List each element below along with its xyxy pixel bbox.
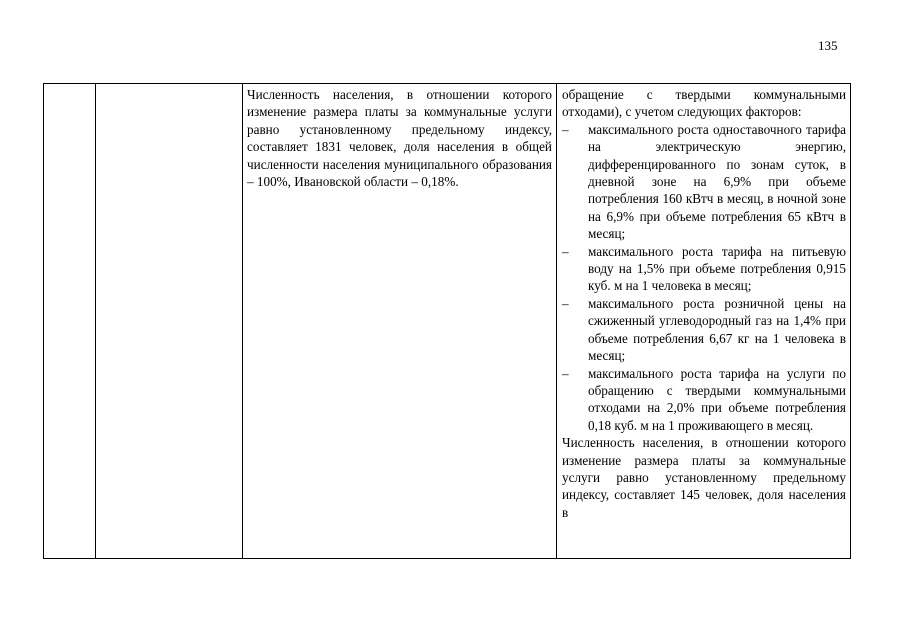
dash-bullet: – bbox=[562, 365, 569, 381]
table-cell-factors bbox=[557, 84, 851, 559]
cell-municipality-text bbox=[96, 84, 242, 86]
table-row bbox=[44, 84, 851, 559]
closing-paragraph: Численность населения, в отношении которого изменение размера платы за коммунальные услуги равно установленному предельному индексу, составляет 145 человек, доля населения в bbox=[562, 435, 846, 520]
dash-bullet: – bbox=[562, 243, 569, 259]
factors-block bbox=[557, 84, 850, 521]
cell-number-text bbox=[44, 84, 95, 86]
dash-bullet: – bbox=[562, 121, 569, 137]
list-item bbox=[562, 295, 846, 365]
factor-text: максимального роста тарифа на услуги по обращению с твердыми коммунальными отходами на 2,0% при объеме потребления 0,18 куб. м на 1 проживающего в месяц. bbox=[588, 365, 846, 433]
population-info-text: Численность населения, в отношении которого изменение размера платы за коммунальные услуги равно установленному предельному индексу, составляет 1831 человек, доля населения в общей численности населения муниципального образования – 100%, Ивановской области – 0,18%. bbox=[247, 87, 552, 190]
table-cell-number bbox=[44, 84, 96, 559]
list-item bbox=[562, 365, 846, 435]
page-number: 135 bbox=[818, 38, 838, 53]
table-cell-municipality bbox=[96, 84, 243, 559]
table-cell-population-info bbox=[243, 84, 557, 559]
factor-text: максимального роста розничной цены на сжиженный углеводородный газ на 1,4% при объеме потребления 6,67 кг на 1 человека в месяц; bbox=[588, 295, 846, 364]
dash-bullet: – bbox=[562, 295, 569, 311]
factor-text: максимального роста тарифа на питьевую воду на 1,5% при объеме потребления 0,915 куб. м на 1 человека в месяц; bbox=[588, 243, 846, 294]
factors-intro: обращение с твердыми коммунальными отходами), с учетом следующих факторов: bbox=[562, 87, 846, 120]
factor-text: максимального роста одноставочного тарифа на электрическую энергию, дифференцированного по зонам суток, в дневной зоне на 6,9% при объеме потребления 160 кВтч в месяц, в ночной зоне на 6,9% при объеме потребления 65 кВтч в месяц; bbox=[588, 121, 846, 242]
data-table bbox=[43, 83, 851, 559]
factor-list bbox=[562, 121, 846, 434]
list-item bbox=[562, 243, 846, 295]
list-item bbox=[562, 121, 846, 243]
